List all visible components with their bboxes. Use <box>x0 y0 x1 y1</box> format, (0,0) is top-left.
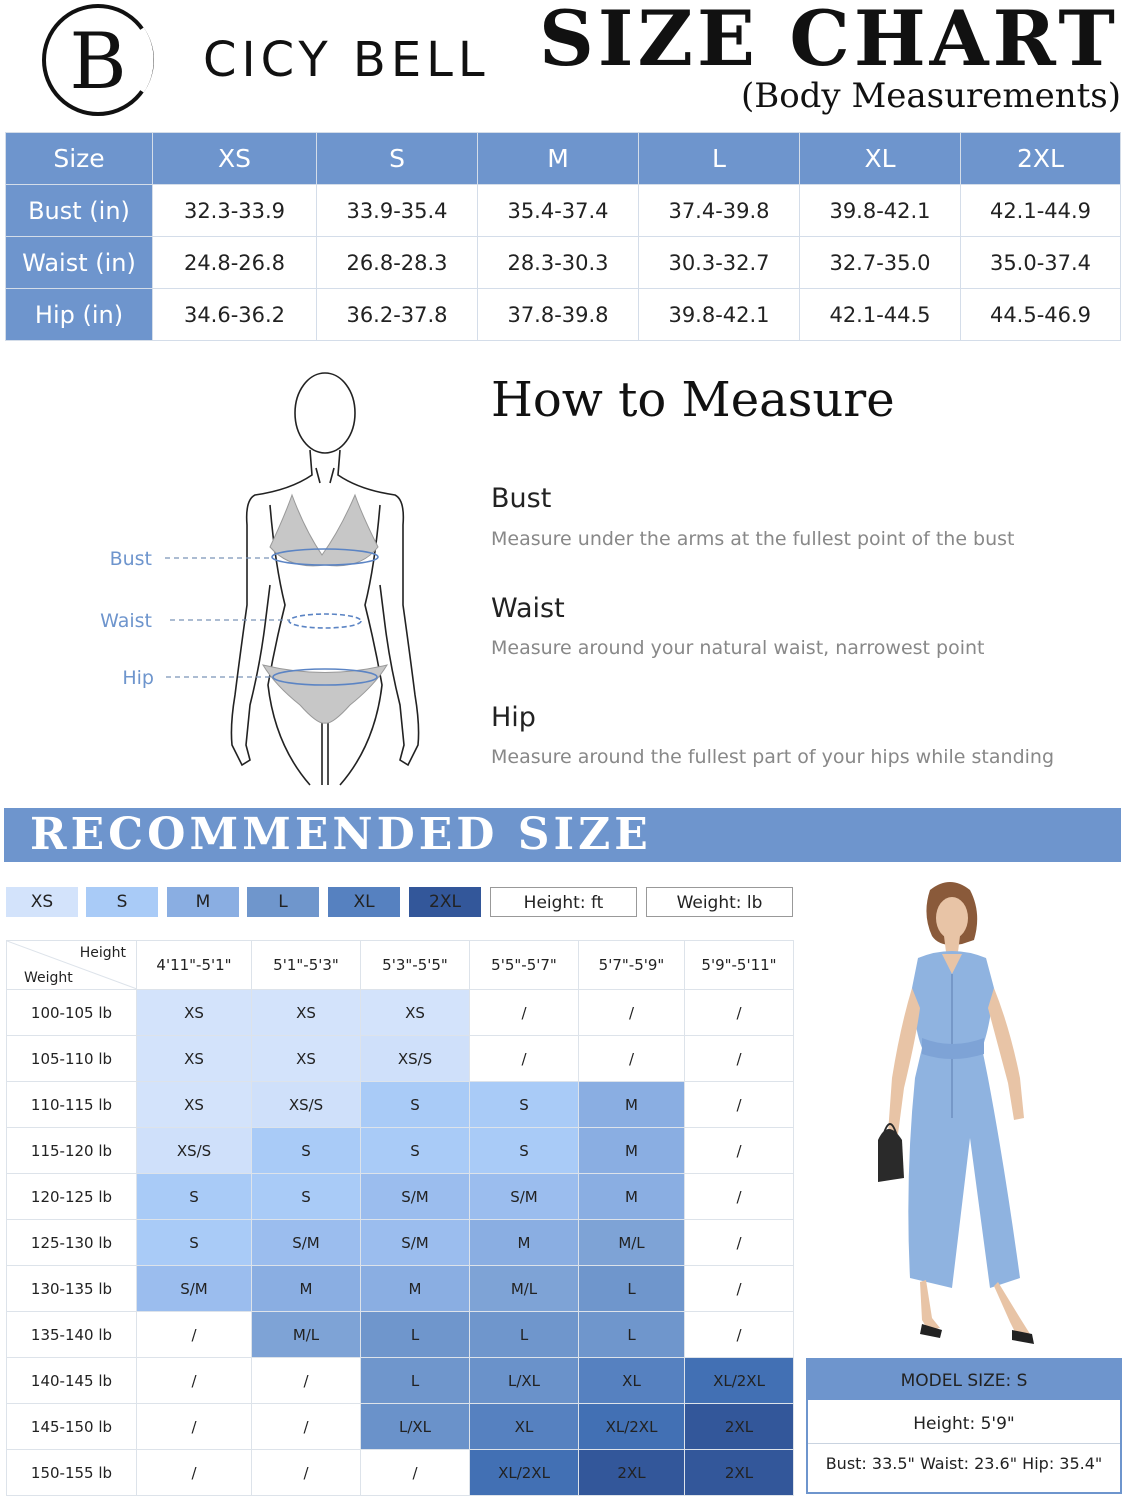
weight-label: 100-105 lb <box>7 990 137 1036</box>
size-cell: S <box>470 1128 579 1174</box>
size-cell: S <box>137 1220 252 1266</box>
size-cell: / <box>685 1220 794 1266</box>
measure-hip-desc: Measure around the fullest part of your hips while standing <box>491 746 1055 768</box>
size-cell: S <box>361 1128 470 1174</box>
weight-label: 125-130 lb <box>7 1220 137 1266</box>
size-cell: / <box>579 990 685 1036</box>
measure-bust-desc: Measure under the arms at the fullest point of the bust <box>491 528 1015 550</box>
size-cell: XS/S <box>137 1128 252 1174</box>
table-row <box>6 289 1121 341</box>
table-cell: 26.8-28.3 <box>317 237 478 289</box>
size-cell: L <box>361 1312 470 1358</box>
table-row <box>7 1220 794 1266</box>
legend-s: S <box>86 887 158 917</box>
size-cell: / <box>685 1174 794 1220</box>
table-cell: 44.5-46.9 <box>961 289 1121 341</box>
size-cell: / <box>685 990 794 1036</box>
height-header: 5'9"-5'11" <box>685 941 794 990</box>
table-row <box>7 1266 794 1312</box>
table-row <box>6 237 1121 289</box>
table-row <box>7 1128 794 1174</box>
table-cell: 32.3-33.9 <box>153 185 317 237</box>
size-cell: M <box>579 1128 685 1174</box>
height-header: 4'11"-5'1" <box>137 941 252 990</box>
size-cell: S/M <box>361 1220 470 1266</box>
size-cell: XS/S <box>361 1036 470 1082</box>
size-cell: / <box>137 1404 252 1450</box>
size-cell: / <box>137 1312 252 1358</box>
size-cell: / <box>252 1404 361 1450</box>
size-cell: XL/2XL <box>685 1358 794 1404</box>
weight-label: 110-115 lb <box>7 1082 137 1128</box>
table-row <box>6 185 1121 237</box>
size-cell: / <box>252 1358 361 1404</box>
figure-label-waist: Waist <box>100 610 152 632</box>
size-cell: / <box>685 1312 794 1358</box>
size-cell: L/XL <box>361 1404 470 1450</box>
size-cell: / <box>137 1358 252 1404</box>
column-header: 2XL <box>961 133 1121 185</box>
legend-xs: XS <box>6 887 78 917</box>
table-cell: 24.8-26.8 <box>153 237 317 289</box>
size-cell: XL/2XL <box>470 1450 579 1496</box>
table-cell: 34.6-36.2 <box>153 289 317 341</box>
size-cell: M <box>579 1174 685 1220</box>
height-header: 5'7"-5'9" <box>579 941 685 990</box>
table-cell: 42.1-44.9 <box>961 185 1121 237</box>
height-header: 5'1"-5'3" <box>252 941 361 990</box>
size-cell: XS <box>137 1082 252 1128</box>
size-cell: XS <box>252 1036 361 1082</box>
size-cell: L <box>579 1312 685 1358</box>
body-measurement-figure <box>100 365 430 795</box>
recommended-title: RECOMMENDED SIZE <box>30 809 652 860</box>
page-subtitle: (Body Measurements) <box>740 76 1121 116</box>
size-cell: S/M <box>361 1174 470 1220</box>
size-cell: L <box>470 1312 579 1358</box>
brand-name: CICY BELL <box>203 32 490 88</box>
weight-label: 105-110 lb <box>7 1036 137 1082</box>
size-cell: L/XL <box>470 1358 579 1404</box>
table-cell: 42.1-44.5 <box>800 289 961 341</box>
model-measurements: Bust: 33.5" Waist: 23.6" Hip: 35.4" <box>825 1454 1103 1473</box>
table-cell: 37.4-39.8 <box>639 185 800 237</box>
size-cell: XS/S <box>252 1082 361 1128</box>
column-header: M <box>478 133 639 185</box>
column-header: Size <box>6 133 153 185</box>
table-header-row <box>7 941 794 990</box>
table-cell: 28.3-30.3 <box>478 237 639 289</box>
table-row <box>7 990 794 1036</box>
size-cell: / <box>685 1082 794 1128</box>
size-cell: XL <box>470 1404 579 1450</box>
size-cell: M/L <box>252 1312 361 1358</box>
table-row <box>7 1404 794 1450</box>
size-cell: XS <box>361 990 470 1036</box>
weight-label: 120-125 lb <box>7 1174 137 1220</box>
size-cell: XS <box>252 990 361 1036</box>
table-row <box>7 1358 794 1404</box>
size-cell: / <box>685 1266 794 1312</box>
column-header: S <box>317 133 478 185</box>
logo-letter: B <box>69 17 127 107</box>
size-cell: S <box>470 1082 579 1128</box>
table-row <box>7 1312 794 1358</box>
model-size: MODEL SIZE: S <box>808 1360 1120 1400</box>
size-cell: 2XL <box>579 1450 685 1496</box>
recommended-size-table <box>6 940 794 1496</box>
column-header: XS <box>153 133 317 185</box>
weight-label: 115-120 lb <box>7 1128 137 1174</box>
measure-hip-name: Hip <box>491 702 536 733</box>
table-cell: 37.8-39.8 <box>478 289 639 341</box>
size-cell: M/L <box>470 1266 579 1312</box>
size-cell: S <box>252 1128 361 1174</box>
table-cell: 33.9-35.4 <box>317 185 478 237</box>
page-title: SIZE CHART <box>539 0 1119 83</box>
size-cell: S/M <box>137 1266 252 1312</box>
size-cell: L <box>361 1358 470 1404</box>
size-cell: / <box>252 1450 361 1496</box>
table-corner <box>7 941 137 990</box>
legend-2xl: 2XL <box>409 887 481 917</box>
legend-height-unit: Height: ft <box>490 887 637 917</box>
table-row <box>7 1450 794 1496</box>
size-cell: M <box>252 1266 361 1312</box>
table-cell: 30.3-32.7 <box>639 237 800 289</box>
size-cell: M <box>579 1082 685 1128</box>
size-cell: S <box>252 1174 361 1220</box>
corner-weight-label: Weight <box>24 970 73 986</box>
figure-label-hip: Hip <box>122 667 154 689</box>
size-cell: / <box>137 1450 252 1496</box>
weight-label: 135-140 lb <box>7 1312 137 1358</box>
recommended-body <box>7 990 794 1496</box>
size-cell: S <box>361 1082 470 1128</box>
size-cell: S/M <box>470 1174 579 1220</box>
height-header: 5'3"-5'5" <box>361 941 470 990</box>
model-photo <box>870 878 1070 1348</box>
how-to-measure-title: How to Measure <box>491 372 895 428</box>
weight-label: 145-150 lb <box>7 1404 137 1450</box>
weight-label: 140-145 lb <box>7 1358 137 1404</box>
size-cell: / <box>361 1450 470 1496</box>
table-cell: 35.0-37.4 <box>961 237 1121 289</box>
table-row <box>7 1174 794 1220</box>
size-cell: XS <box>137 990 252 1036</box>
size-cell: M/L <box>579 1220 685 1266</box>
legend-m: M <box>167 887 239 917</box>
table-cell: 32.7-35.0 <box>800 237 961 289</box>
size-cell: / <box>470 990 579 1036</box>
legend-xl: XL <box>328 887 400 917</box>
size-cell: XL <box>579 1358 685 1404</box>
legend-weight-unit: Weight: lb <box>646 887 793 917</box>
size-cell: / <box>685 1036 794 1082</box>
corner-height-label: Height <box>79 945 126 961</box>
size-cell: XS <box>137 1036 252 1082</box>
size-cell: S/M <box>252 1220 361 1266</box>
table-cell: 39.8-42.1 <box>800 185 961 237</box>
row-header: Bust (in) <box>6 185 153 237</box>
size-cell: S <box>137 1174 252 1220</box>
weight-label: 150-155 lb <box>7 1450 137 1496</box>
table-row <box>7 1082 794 1128</box>
row-header: Waist (in) <box>6 237 153 289</box>
size-cell: XL/2XL <box>579 1404 685 1450</box>
table-cell: 35.4-37.4 <box>478 185 639 237</box>
size-cell: M <box>470 1220 579 1266</box>
brand-logo <box>40 2 158 118</box>
legend-l: L <box>247 887 319 917</box>
size-cell: 2XL <box>685 1404 794 1450</box>
size-cell: / <box>579 1036 685 1082</box>
figure-label-bust: Bust <box>109 548 152 570</box>
measure-waist-name: Waist <box>491 593 565 624</box>
size-cell: L <box>579 1266 685 1312</box>
table-header-row <box>6 133 1121 185</box>
measure-waist-desc: Measure around your natural waist, narrowest point <box>491 637 985 659</box>
row-header: Hip (in) <box>6 289 153 341</box>
size-cell: / <box>685 1128 794 1174</box>
column-header: L <box>639 133 800 185</box>
column-header: XL <box>800 133 961 185</box>
weight-label: 130-135 lb <box>7 1266 137 1312</box>
size-cell: M <box>361 1266 470 1312</box>
size-measurement-table <box>5 132 1121 341</box>
table-row <box>7 1036 794 1082</box>
measure-bust-name: Bust <box>491 483 552 514</box>
model-height: Height: 5'9" <box>913 1414 1015 1434</box>
height-header: 5'5"-5'7" <box>470 941 579 990</box>
size-cell: 2XL <box>685 1450 794 1496</box>
size-cell: / <box>470 1036 579 1082</box>
table-cell: 39.8-42.1 <box>639 289 800 341</box>
table-cell: 36.2-37.8 <box>317 289 478 341</box>
